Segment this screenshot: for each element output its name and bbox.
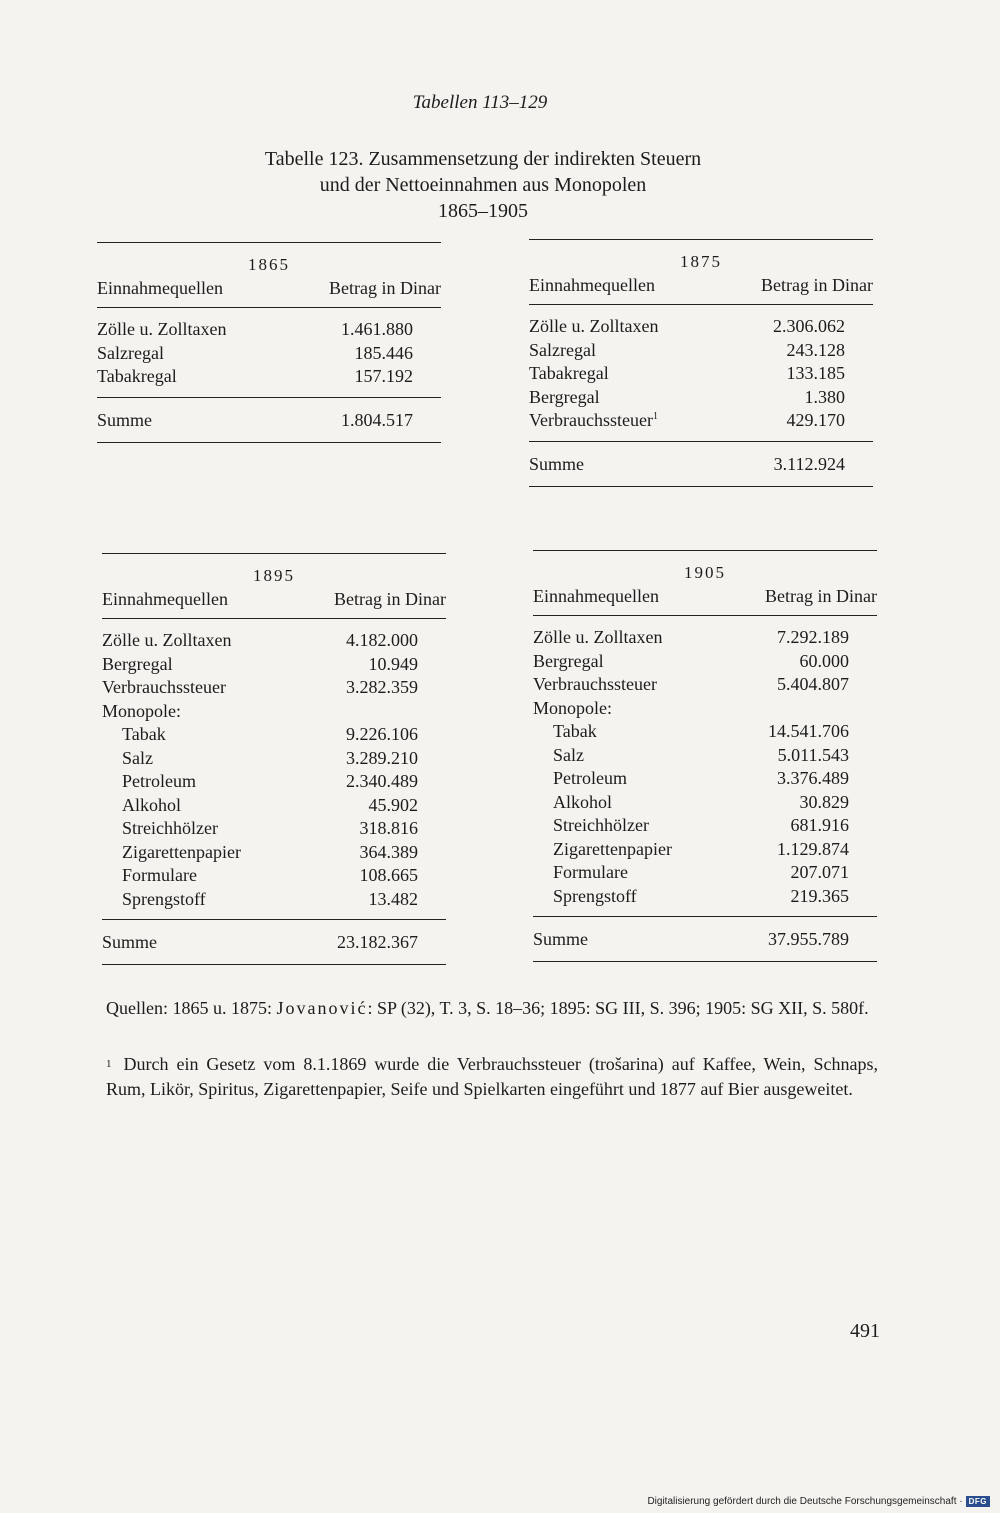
- sum-value: 3.112.924: [773, 453, 845, 474]
- sum-label: Summe: [102, 932, 158, 952]
- table-row: [533, 626, 877, 650]
- table-row: [102, 817, 446, 841]
- table-1875: [529, 239, 873, 487]
- row-amount: 207.071: [790, 862, 849, 882]
- row-amount: 7.292.189: [777, 627, 849, 647]
- row-amount: 5.011.543: [777, 744, 849, 765]
- row-source: Bergregal: [102, 653, 173, 674]
- row-amount: 10.949: [368, 653, 418, 674]
- sources-prefix: Quellen: 1865 u. 1875:: [106, 998, 272, 1018]
- table-row: [102, 629, 446, 653]
- row-amount: 364.389: [359, 841, 418, 862]
- bottom-rule: [97, 442, 441, 443]
- column-header-amount: Betrag in Dinar: [329, 278, 441, 298]
- table-year: 1895: [253, 566, 295, 585]
- page-number: 491: [850, 1320, 880, 1342]
- title-line-3: 1865–1905: [438, 200, 528, 222]
- table-row: [102, 770, 446, 794]
- row-source: Zölle u. Zolltaxen: [529, 316, 659, 336]
- top-rule: [533, 550, 877, 551]
- row-source: Monopole:: [102, 700, 181, 721]
- table-row: [533, 744, 877, 768]
- row-amount: 429.170: [786, 410, 845, 430]
- column-header-amount: Betrag in Dinar: [761, 275, 873, 295]
- row-source: Bergregal: [533, 650, 604, 671]
- row-amount: 45.902: [368, 794, 418, 815]
- row-source: Verbrauchssteuer: [533, 674, 657, 694]
- table-row: [533, 697, 877, 721]
- column-header-source: Einnahmequellen: [102, 589, 228, 609]
- sum-label: Summe: [533, 929, 589, 949]
- header-rule: [102, 618, 446, 619]
- row-source: Tabak: [553, 721, 597, 741]
- table-row: [102, 747, 446, 771]
- table-row: [97, 342, 441, 366]
- footnote-text: Durch ein Gesetz vom 8.1.1869 wurde die Verbrauchssteuer (trošarina) auf Kaffee, Wein, Schnaps, Rum, Likör, Spiritus, Zigarettenpapier, Seife und Spielkarten eingeführt und 1877 auf Bier ausgeweitet.: [106, 1054, 878, 1099]
- row-amount: 3.376.489: [777, 768, 849, 788]
- row-amount: 243.128: [786, 339, 845, 360]
- digitization-credit: [647, 1496, 990, 1507]
- bottom-rule: [529, 486, 873, 487]
- row-amount: [308, 700, 446, 724]
- title-line-2: und der Nettoeinnahmen aus Monopolen: [319, 174, 647, 196]
- row-source: Zigarettenpapier: [553, 838, 672, 859]
- row-amount: 1.461.880: [341, 319, 413, 339]
- row-amount: 185.446: [354, 342, 413, 363]
- table-row: [533, 673, 877, 697]
- table-header: [533, 583, 877, 609]
- sources-note: [106, 996, 878, 1021]
- row-source: Formulare: [122, 865, 197, 885]
- row-amount: 318.816: [359, 818, 418, 838]
- row-source: Zölle u. Zolltaxen: [97, 319, 227, 339]
- row-amount: 14.541.706: [768, 721, 849, 741]
- table-row: [533, 861, 877, 885]
- row-source: Salz: [553, 744, 584, 765]
- table-row: [529, 315, 873, 339]
- sum-value: 23.182.367: [337, 932, 418, 952]
- table-row: [529, 339, 873, 363]
- row-source: Tabakregal: [97, 366, 177, 386]
- row-amount: 108.665: [359, 865, 418, 885]
- row-source: Bergregal: [529, 386, 600, 407]
- header-rule: [529, 304, 873, 305]
- row-source: Tabakregal: [529, 363, 609, 383]
- table-row: [529, 362, 873, 386]
- table-row: [533, 838, 877, 862]
- row-source: Alkohol: [553, 791, 613, 812]
- footnote-mark: 1: [106, 1058, 112, 1070]
- row-amount: 9.226.106: [346, 724, 418, 744]
- table-1895: [102, 553, 446, 965]
- table-row: [533, 885, 877, 909]
- table-row: [102, 888, 446, 912]
- row-amount: 3.289.210: [346, 747, 418, 768]
- table-row: [533, 791, 877, 815]
- row-amount: 1.129.874: [777, 838, 849, 859]
- bottom-rule: [102, 964, 446, 965]
- table-row: [102, 676, 446, 700]
- table-row: [533, 767, 877, 791]
- column-header-source: Einnahmequellen: [533, 586, 659, 606]
- sum-row: [102, 920, 446, 964]
- row-source: Streichhölzer: [122, 818, 218, 838]
- table-row: [102, 864, 446, 888]
- row-amount: 2.306.062: [773, 316, 845, 336]
- top-rule: [102, 553, 446, 554]
- row-source: Petroleum: [553, 768, 627, 788]
- row-source: Verbrauchssteuer: [102, 677, 226, 697]
- row-amount: 2.340.489: [346, 771, 418, 791]
- credit-text: Digitalisierung gefördert durch die Deutsche Forschungsgemeinschaft ·: [647, 1496, 963, 1507]
- table-header: [97, 275, 441, 301]
- header-rule: [533, 615, 877, 616]
- sum-row: [529, 442, 873, 486]
- row-source: Sprengstoff: [122, 888, 206, 909]
- row-amount: 13.482: [368, 888, 418, 909]
- table-row: [533, 650, 877, 674]
- top-rule: [529, 239, 873, 240]
- table-1905: [533, 550, 877, 962]
- sum-label: Summe: [529, 453, 585, 474]
- row-source: Streichhölzer: [553, 815, 649, 835]
- column-header-source: Einnahmequellen: [97, 278, 223, 298]
- row-source: Tabak: [122, 724, 166, 744]
- row-source: Monopole:: [533, 697, 612, 718]
- row-source: Zölle u. Zolltaxen: [533, 627, 663, 647]
- title-line-1: Tabelle 123. Zusammensetzung der indirekten Steuern: [264, 148, 702, 170]
- row-amount: 157.192: [354, 366, 413, 386]
- row-source: Formulare: [553, 862, 628, 882]
- row-source: Sprengstoff: [553, 885, 637, 906]
- table-row: [102, 700, 446, 724]
- row-source: Zölle u. Zolltaxen: [102, 630, 232, 650]
- column-header-source: Einnahmequellen: [529, 275, 655, 295]
- row-amount: 30.829: [799, 791, 849, 812]
- table-1865: [97, 242, 441, 443]
- footnote: [106, 1052, 878, 1102]
- table-header: [529, 272, 873, 298]
- row-amount: 4.182.000: [346, 630, 418, 650]
- row-amount: 60.000: [799, 650, 849, 671]
- table-row: [533, 814, 877, 838]
- row-source: Salzregal: [97, 342, 164, 363]
- column-header-amount: Betrag in Dinar: [765, 586, 877, 606]
- row-source: Verbrauchssteuer$^1$: [529, 410, 658, 430]
- table-year: 1905: [684, 563, 726, 582]
- table-row: [529, 409, 873, 433]
- header-rule: [97, 307, 441, 308]
- table-year: 1865: [248, 255, 290, 274]
- row-amount: [739, 697, 877, 721]
- row-source: Zigarettenpapier: [122, 841, 241, 862]
- table-title: [0, 146, 966, 224]
- table-header: [102, 586, 446, 612]
- row-source: Alkohol: [122, 794, 182, 815]
- row-amount: 3.282.359: [346, 677, 418, 697]
- row-amount: 133.185: [786, 363, 845, 383]
- table-row: [529, 386, 873, 410]
- table-body: [533, 626, 877, 908]
- row-source: Petroleum: [122, 771, 196, 791]
- row-source: Salz: [122, 747, 153, 768]
- table-row: [533, 720, 877, 744]
- row-amount: 1.380: [804, 386, 845, 407]
- table-row: [102, 653, 446, 677]
- row-amount: 219.365: [790, 885, 849, 906]
- sum-value: 1.804.517: [341, 409, 413, 430]
- table-row: [97, 365, 441, 389]
- sources-author: Jovanović: [276, 998, 368, 1018]
- table-body: [102, 629, 446, 911]
- row-amount: 681.916: [790, 815, 849, 835]
- row-source: Salzregal: [529, 339, 596, 360]
- row-amount: 5.404.807: [777, 674, 849, 694]
- table-row: [102, 841, 446, 865]
- bottom-rule: [533, 961, 877, 962]
- sources-rest: : SP (32), T. 3, S. 18–36; 1895: SG III, S. 396; 1905: SG XII, S. 580f.: [367, 998, 869, 1018]
- running-head: Tabellen 113–129: [412, 92, 548, 113]
- table-row: [97, 318, 441, 342]
- sum-label: Summe: [97, 409, 153, 430]
- footnote-ref: 1: [652, 411, 658, 422]
- column-header-amount: Betrag in Dinar: [334, 589, 446, 609]
- table-row: [102, 723, 446, 747]
- dfg-logo-icon: DFG: [966, 1496, 990, 1507]
- sum-row: [533, 917, 877, 961]
- sum-row: [97, 398, 441, 442]
- table-body: [97, 318, 441, 389]
- table-row: [102, 794, 446, 818]
- sum-value: 37.955.789: [768, 929, 849, 949]
- table-year: 1875: [680, 252, 722, 271]
- top-rule: [97, 242, 441, 243]
- table-body: [529, 315, 873, 433]
